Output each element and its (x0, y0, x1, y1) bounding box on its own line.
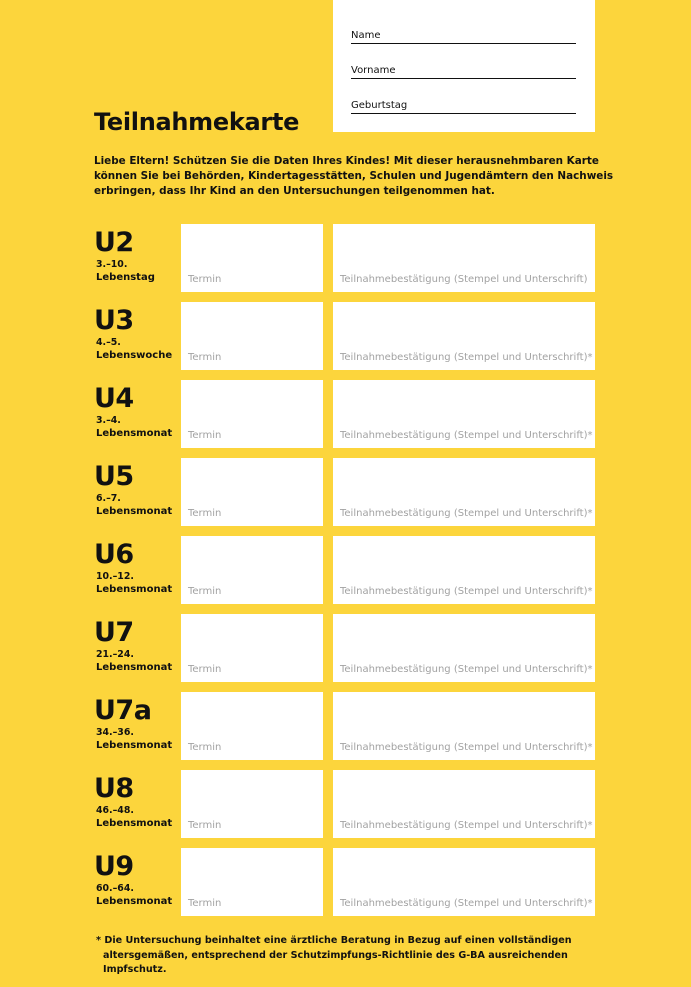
exam-range: 10.–12. (96, 571, 134, 582)
exam-range: 3.–10. (96, 259, 128, 270)
exam-range: 3.–4. (96, 415, 121, 426)
stamp-label: Teilnahmebestätigung (Stempel und Unterschrift)* (340, 742, 593, 753)
exam-range: 21.–24. (96, 649, 134, 660)
termin-label: Termin (188, 820, 222, 831)
termin-box[interactable] (181, 848, 323, 916)
stamp-box[interactable] (333, 458, 595, 526)
exam-range: 34.–36. (96, 727, 134, 738)
stamp-box[interactable] (333, 770, 595, 838)
intro-text: Liebe Eltern! Schützen Sie die Daten Ihres Kindes! Mit dieser herausnehmbaren Karte können Sie bei Behörden, Kindertagesstätten, Schulen und Jugendämtern den Nachweis erbringen, dass Ihr Kind an den Untersuchungen teilgenommen hat. (94, 155, 614, 197)
vorname-field[interactable]: Vorname (351, 65, 576, 79)
geburtstag-field[interactable]: Geburtstag (351, 100, 576, 114)
footnote: * Die Untersuchung beinhaltet eine ärztliche Beratung in Bezug auf einen vollständigen altersgemäßen, entsprechend der Schutzimpfungs-Richtlinie des G-BA ausreichenden Impfschutz. (96, 935, 572, 975)
exam-code: U8 (94, 773, 134, 804)
exam-period: Lebenstag (96, 272, 155, 283)
termin-label: Termin (188, 352, 222, 363)
exam-range: 46.–48. (96, 805, 134, 816)
termin-box[interactable] (181, 224, 323, 292)
exam-period: Lebensmonat (96, 428, 173, 439)
exam-code: U5 (94, 461, 134, 492)
termin-label: Termin (188, 742, 222, 753)
exam-range: 6.–7. (96, 493, 121, 504)
stamp-box[interactable] (333, 848, 595, 916)
exam-row-u4 (0, 380, 691, 448)
stamp-box[interactable] (333, 614, 595, 682)
termin-box[interactable] (181, 302, 323, 370)
stamp-box[interactable] (333, 380, 595, 448)
stamp-label: Teilnahmebestätigung (Stempel und Unterschrift)* (340, 898, 593, 909)
termin-box[interactable] (181, 536, 323, 604)
exam-code: U2 (94, 227, 134, 258)
exam-code: U7 (94, 617, 134, 648)
stamp-label: Teilnahmebestätigung (Stempel und Unterschrift)* (340, 508, 593, 519)
stamp-box[interactable] (333, 692, 595, 760)
exam-period: Lebenswoche (96, 350, 173, 361)
exam-period: Lebensmonat (96, 818, 173, 829)
exam-period: Lebensmonat (96, 740, 173, 751)
exam-row-u7a (0, 692, 691, 760)
termin-box[interactable] (181, 380, 323, 448)
termin-label: Termin (188, 898, 222, 909)
exam-period: Lebensmonat (96, 584, 173, 595)
page-title: Teilnahmekarte (94, 108, 300, 136)
exam-code: U6 (94, 539, 134, 570)
termin-label: Termin (188, 274, 222, 285)
stamp-label: Teilnahmebestätigung (Stempel und Unterschrift) (340, 274, 588, 285)
exam-row-u7 (0, 614, 691, 682)
exam-row-u2 (0, 224, 691, 292)
exam-period: Lebensmonat (96, 506, 173, 517)
exam-row-u8 (0, 770, 691, 838)
termin-label: Termin (188, 586, 222, 597)
exam-range: 4.–5. (96, 337, 121, 348)
termin-label: Termin (188, 508, 222, 519)
personal-data-box (333, 0, 595, 132)
termin-box[interactable] (181, 458, 323, 526)
stamp-label: Teilnahmebestätigung (Stempel und Unterschrift)* (340, 352, 593, 363)
exam-period: Lebensmonat (96, 896, 173, 907)
stamp-box[interactable] (333, 536, 595, 604)
stamp-box[interactable] (333, 302, 595, 370)
exam-code: U3 (94, 305, 134, 336)
stamp-label: Teilnahmebestätigung (Stempel und Unterschrift)* (340, 820, 593, 831)
exam-period: Lebensmonat (96, 662, 173, 673)
exam-row-u3 (0, 302, 691, 370)
termin-box[interactable] (181, 614, 323, 682)
exam-row-u9 (0, 848, 691, 916)
termin-label: Termin (188, 664, 222, 675)
exam-range: 60.–64. (96, 883, 134, 894)
exam-code: U9 (94, 851, 134, 882)
stamp-label: Teilnahmebestätigung (Stempel und Unterschrift)* (340, 586, 593, 597)
exam-row-u5 (0, 458, 691, 526)
exam-row-u6 (0, 536, 691, 604)
termin-label: Termin (188, 430, 222, 441)
stamp-box[interactable] (333, 224, 595, 292)
exam-code: U7a (94, 695, 152, 726)
exam-code: U4 (94, 383, 134, 414)
termin-box[interactable] (181, 692, 323, 760)
termin-box[interactable] (181, 770, 323, 838)
stamp-label: Teilnahmebestätigung (Stempel und Unterschrift)* (340, 430, 593, 441)
name-field[interactable]: Name (351, 30, 576, 44)
stamp-label: Teilnahmebestätigung (Stempel und Unterschrift)* (340, 664, 593, 675)
